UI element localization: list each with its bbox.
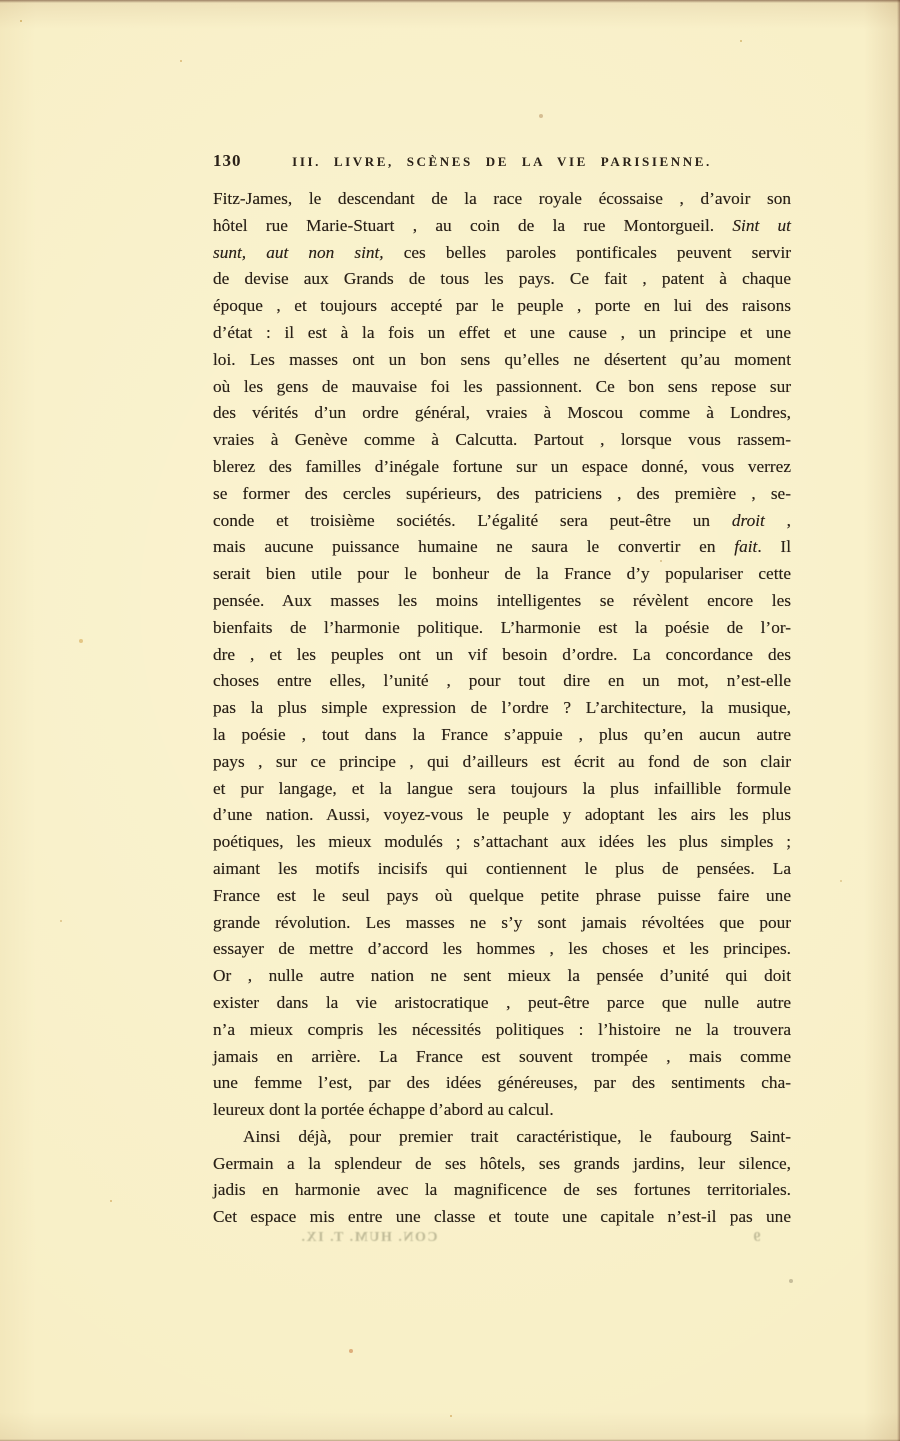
text-line <box>213 695 791 722</box>
text-line <box>213 320 791 347</box>
text-line <box>213 1151 791 1178</box>
text-line <box>213 400 791 427</box>
bleed-through-signature: 9 <box>752 1230 761 1245</box>
text-line <box>213 240 791 267</box>
page-number: 130 <box>213 151 242 170</box>
text-line <box>213 642 791 669</box>
text-segment: Ainsi déjà, pour premier trait caractéristique, le faubourg Saint- <box>243 1126 791 1146</box>
text-line <box>213 1177 791 1204</box>
text-segment: France est le seul pays où quelque petite phrase puisse faire une <box>213 885 791 905</box>
text-line <box>213 508 791 535</box>
text-segment: grande révolution. Les masses ne s’y sont jamais révoltées que pour <box>213 912 791 932</box>
text-segment: pays , sur ce principe , qui d’ailleurs est écrit au fond de son clair <box>213 751 791 771</box>
italic-text-segment: fait <box>734 537 758 557</box>
text-segment: aimant les motifs incisifs qui contiennent le plus de pensées. La <box>213 858 791 878</box>
text-segment: jadis en harmonie avec la magnificence de ses fortunes territoriales. <box>213 1180 791 1200</box>
text-line <box>213 1070 791 1097</box>
italic-text-segment: droit <box>731 510 765 530</box>
text-segment: la poésie , tout dans la France s’appuie , plus qu’en aucun autre <box>213 724 791 744</box>
italic-text-segment: Sint ut <box>732 215 791 235</box>
text-line <box>213 776 791 803</box>
text-segment: d’une nation. Aussi, voyez-vous le peuple y adoptant les airs les plus <box>213 805 791 825</box>
text-line <box>213 910 791 937</box>
text-line <box>213 266 791 293</box>
text-line <box>213 481 791 508</box>
text-line <box>213 668 791 695</box>
text-segment: , <box>764 510 791 530</box>
text-line <box>213 1097 791 1124</box>
text-segment: bienfaits de l’harmonie politique. L’harmonie est la poésie de l’or- <box>213 617 791 637</box>
text-line <box>213 213 791 240</box>
text-segment: essayer de mettre d’accord les hommes , les choses et les principes. <box>213 939 791 959</box>
text-segment: jamais en arrière. La France est souvent trompée , mais comme <box>213 1046 791 1066</box>
italic-text-segment: sunt, aut non sint, <box>213 242 384 262</box>
text-segment: pensée. Aux masses les moins intelligentes se révèlent encore les <box>213 590 791 610</box>
text-line <box>213 347 791 374</box>
text-line <box>213 1204 791 1231</box>
text-segment: . Il <box>757 537 791 557</box>
text-line <box>213 1124 791 1151</box>
text-segment: hôtel rue Marie-Stuart , au coin de la rue Montorgueil. <box>213 215 733 235</box>
text-line <box>213 293 791 320</box>
scan-edge-top <box>0 0 900 3</box>
text-line <box>213 454 791 481</box>
text-segment: n’a mieux compris les nécessités politiques : l’histoire ne la trouvera <box>213 1019 791 1039</box>
text-segment: pas la plus simple expression de l’ordre ? L’architecture, la musique, <box>213 698 791 718</box>
text-line <box>213 374 791 401</box>
bleed-through-imprint: CON. HUM. T. IX. <box>300 1230 438 1245</box>
text-line <box>213 561 791 588</box>
text-line <box>213 802 791 829</box>
text-line <box>213 749 791 776</box>
text-segment: Fitz-James, le descendant de la race royale écossaise , d’avoir son <box>213 189 791 208</box>
text-segment: de devise aux Grands de tous les pays. Ce fait , patent à chaque <box>213 269 791 289</box>
text-segment: une femme l’est, par des idées généreuses, par des sentiments cha- <box>213 1073 791 1093</box>
text-line <box>213 615 791 642</box>
text-line <box>213 534 791 561</box>
text-segment: choses entre elles, l’unité , pour tout dire en un mot, n’est-elle <box>213 671 791 691</box>
text-line <box>213 427 791 454</box>
text-line <box>213 856 791 883</box>
text-segment: Or , nulle autre nation ne sent mieux la pensée d’unité qui doit <box>213 966 791 986</box>
text-segment: des vérités d’un ordre général, vraies à Moscou comme à Londres, <box>213 403 791 423</box>
text-line <box>213 1017 791 1044</box>
paper-specks <box>20 20 22 22</box>
running-title: III. LIVRE, SCÈNES DE LA VIE PARISIENNE. <box>292 154 712 169</box>
text-segment: époque , et toujours accepté par le peuple , porte en lui des raisons <box>213 296 791 316</box>
text-segment: mais aucune puissance humaine ne saura le convertir en <box>213 537 735 557</box>
text-segment: ces belles paroles pontificales peuvent servir <box>383 242 791 262</box>
text-segment: vraies à Genève comme à Calcutta. Partout , lorsque vous rassem- <box>213 430 791 450</box>
text-segment: blerez des familles d’inégale fortune sur un espace donné, vous verrez <box>213 456 791 476</box>
text-segment: poétiques, les mieux modulés ; s’attachant aux idées les plus simples ; <box>213 832 791 852</box>
text-segment: se former des cercles supérieurs, des patriciens , des première , se- <box>213 483 791 503</box>
text-segment: conde et troisième sociétés. L’égalité sera peut-être un <box>213 510 732 530</box>
text-line <box>213 829 791 856</box>
text-line <box>213 883 791 910</box>
text-line <box>213 936 791 963</box>
text-segment: où les gens de mauvaise foi les passionnent. Ce bon sens repose sur <box>213 376 791 396</box>
text-segment: exister dans la vie aristocratique , peut-être parce que nulle autre <box>213 992 791 1012</box>
text-segment: et pur langage, et la langue sera toujours la plus infaillible formule <box>213 778 791 798</box>
text-line <box>213 990 791 1017</box>
text-line <box>213 1044 791 1071</box>
text-segment: serait bien utile pour le bonheur de la France d’y populariser cette <box>213 564 791 584</box>
text-segment: dre , et les peuples ont un vif besoin d’ordre. La concordance des <box>213 644 791 664</box>
body-text <box>213 186 791 1231</box>
text-line <box>213 588 791 615</box>
running-header <box>213 151 791 173</box>
text-line <box>213 722 791 749</box>
text-segment: loi. Les masses ont un bon sens qu’elles ne désertent qu’au moment <box>213 349 791 369</box>
text-segment: d’état : il est à la fois un effet et une cause , un principe et une <box>213 322 791 342</box>
text-segment: Cet espace mis entre une classe et toute une capitale n’est-il pas une <box>213 1207 791 1227</box>
text-line <box>213 963 791 990</box>
text-line <box>213 186 791 213</box>
text-segment: Germain a la splendeur de ses hôtels, ses grands jardins, leur silence, <box>213 1153 791 1173</box>
text-segment: leureux dont la portée échappe d’abord au calcul. <box>213 1100 554 1120</box>
